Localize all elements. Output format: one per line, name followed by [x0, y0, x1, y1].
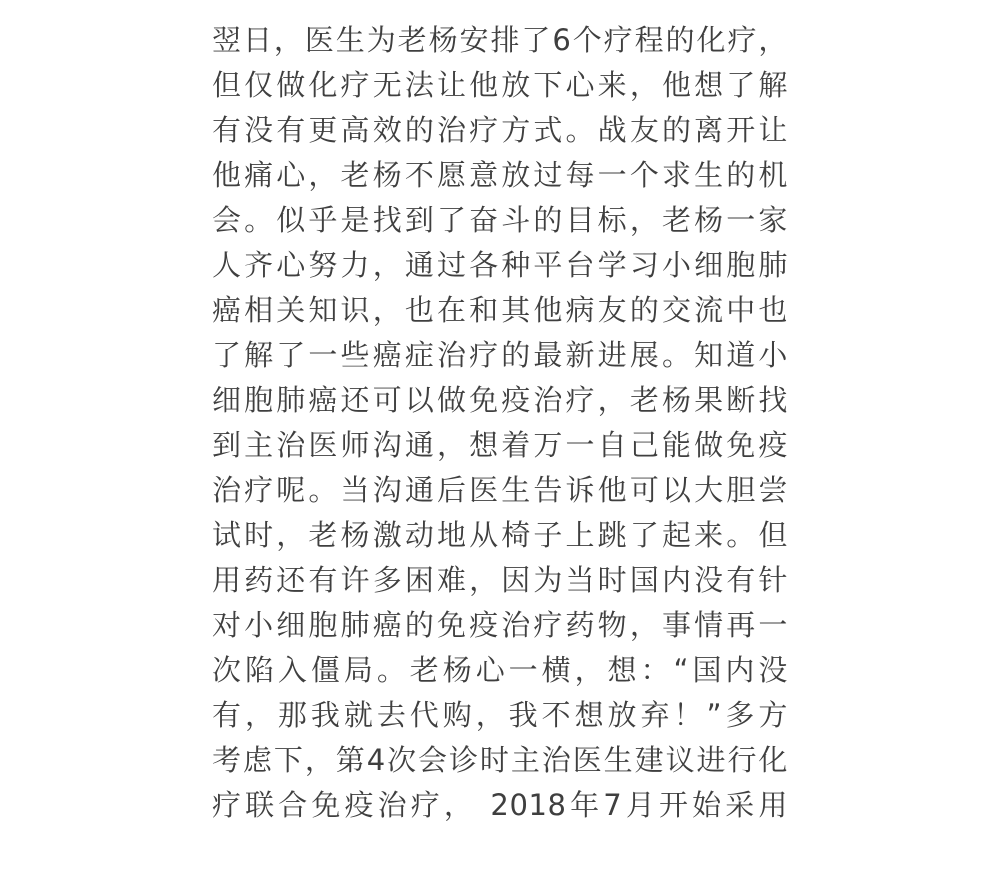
text-line-1: 翌日，医生为老杨安排了6个疗程的化疗， [212, 23, 788, 57]
text-line-12: 试时，老杨激动地从椅子上跳了起来。但 [212, 518, 788, 552]
text-line-3: 有没有更高效的治疗方式。战友的离开让 [212, 113, 788, 147]
text-line-8: 了解了一些癌症治疗的最新进展。知道小 [212, 338, 788, 372]
text-line-5: 会。似乎是找到了奋斗的目标，老杨一家 [212, 203, 788, 237]
text-line-17: 考虑下，第4次会诊时主治医生建议进行化 [212, 743, 788, 777]
text-line-18: 疗联合免疫治疗， 2018年7月开始采用 [212, 788, 788, 822]
article-text [212, 18, 788, 828]
text-line-14: 对小细胞肺癌的免疫治疗药物，事情再一 [212, 608, 788, 642]
text-line-15: 次陷入僵局。老杨心一横，想：“国内没 [212, 653, 788, 687]
text-line-9: 细胞肺癌还可以做免疫治疗，老杨果断找 [212, 383, 788, 417]
text-line-7: 癌相关知识，也在和其他病友的交流中也 [212, 293, 788, 327]
text-line-11: 治疗呢。当沟通后医生告诉他可以大胆尝 [212, 473, 788, 507]
text-line-13: 用药还有许多困难，因为当时国内没有针 [212, 563, 788, 597]
text-line-4: 他痛心，老杨不愿意放过每一个求生的机 [212, 158, 788, 192]
text-line-6: 人齐心努力，通过各种平台学习小细胞肺 [212, 248, 788, 282]
text-line-2: 但仅做化疗无法让他放下心来，他想了解 [212, 68, 788, 102]
text-line-10: 到主治医师沟通，想着万一自己能做免疫 [212, 428, 788, 462]
text-line-16: 有，那我就去代购，我不想放弃！”多方 [212, 698, 788, 732]
